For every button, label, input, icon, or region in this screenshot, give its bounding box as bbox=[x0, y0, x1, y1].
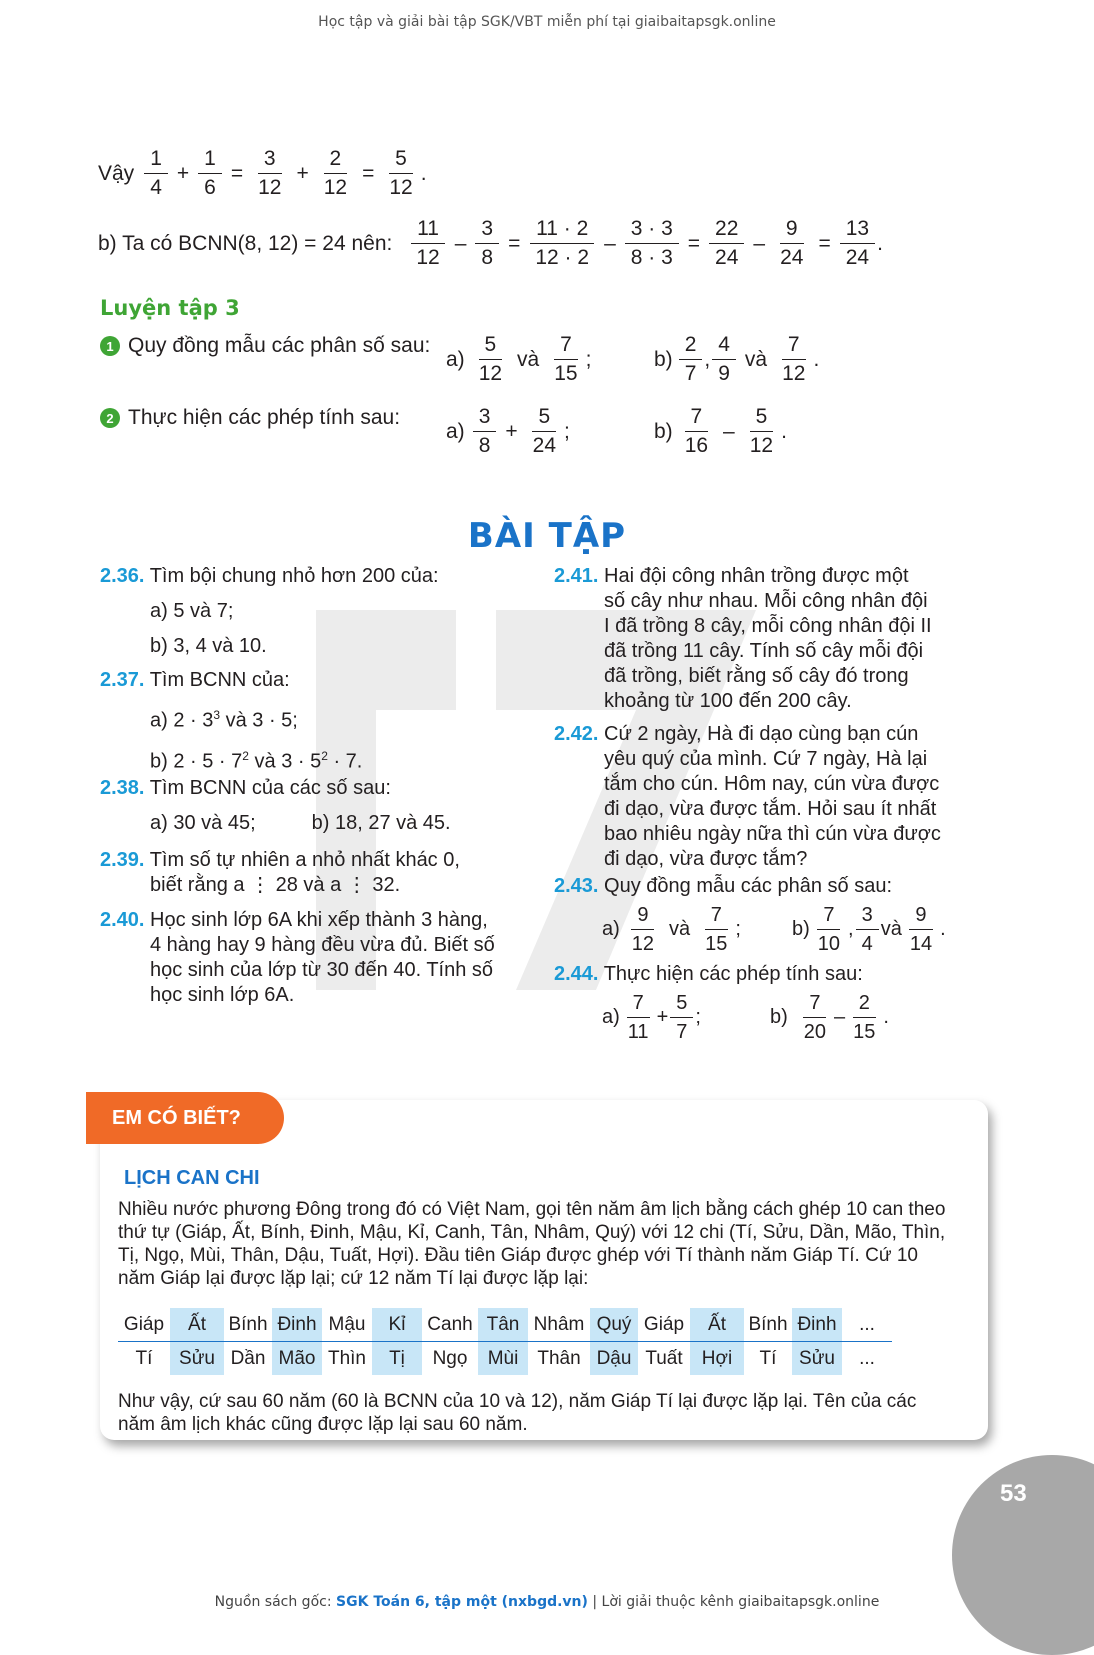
can-cell: ... bbox=[842, 1308, 892, 1342]
can-cell: Mậu bbox=[322, 1308, 372, 1342]
can-cell: Nhâm bbox=[528, 1308, 590, 1342]
can-cell: Bính bbox=[744, 1308, 792, 1342]
chi-cell: Tí bbox=[759, 1347, 777, 1369]
practice-item-1: 1 Quy đồng mẫu các phân số sau: bbox=[100, 334, 430, 358]
exercise-2-40: 2.40. Học sinh lớp 6A khi xếp thành 3 hàng, 4 hàng hay 9 hàng đều vừa đủ. Biết số học sinh của lớp từ 30 đến 40. Tính số học sinh lớp 6A. bbox=[100, 909, 495, 1006]
info-box-heading: LỊCH CAN CHI bbox=[124, 1167, 260, 1189]
fraction: $\frac{7}{12}$ bbox=[782, 333, 806, 385]
fraction: $\frac{2}{12}$ bbox=[323, 147, 348, 199]
fraction: $\frac{11}{12}$ bbox=[410, 218, 445, 269]
fraction: $\frac{2}{15}$ bbox=[853, 992, 876, 1043]
exercise-2-41: 2.41. Hai đội công nhân trồng được một số cây như nhau. Mỗi công nhân đội I đã trồng 8 cây, mỗi công nhân đội II đã trồng 11 cây. Tính số cây mỗi đội đã trồng, biết rằng số cây đó trong khoảng từ 100 đến 200 cây. bbox=[554, 565, 932, 712]
fraction: $\frac{5}{12}$ bbox=[478, 333, 503, 385]
can-cell: Quý bbox=[590, 1308, 638, 1342]
bullet-2-icon: 2 bbox=[100, 408, 120, 428]
can-chi-table bbox=[118, 1308, 892, 1375]
fraction: $\frac{22}{24}$ bbox=[709, 218, 744, 269]
source-book-link[interactable]: SGK Toán 6, tập một (nxbgd.vn) bbox=[336, 1594, 588, 1610]
practice-item-2-b: b) $\frac{7}{16}$ – $\frac{5}{12}$ . bbox=[654, 405, 787, 457]
fraction: $\frac{7}{15}$ bbox=[705, 904, 728, 955]
page-header: Học tập và giải bài tập SGK/VBT miễn phí tại giaibaitapsgk.online bbox=[318, 14, 776, 30]
practice-item-1-b: b) $\frac{2}{7}$ , $\frac{4}{9}$ và $\frac{7}{12}$ . bbox=[654, 333, 820, 385]
exercise-2-38: 2.38. Tìm BCNN của các số sau: a) 30 và 45; b) 18, 27 và 45. bbox=[100, 777, 451, 834]
can-cell: Đinh bbox=[792, 1308, 842, 1342]
fraction: $\frac{3}{4}$ bbox=[856, 904, 879, 955]
page-number: 53 bbox=[1000, 1480, 1027, 1507]
exercises-title: BÀI TẬP bbox=[467, 516, 627, 556]
can-cell: Ất bbox=[170, 1308, 224, 1342]
chi-cell: Sửu bbox=[170, 1342, 224, 1376]
fraction: $\frac{9}{14}$ bbox=[909, 904, 933, 955]
can-cell: Giáp bbox=[118, 1308, 170, 1342]
fraction: $\frac{5}{12}$ bbox=[749, 405, 774, 457]
fraction: $\frac{2}{7}$ bbox=[679, 334, 703, 385]
practice-item-1-a: a) $\frac{5}{12}$ và $\frac{7}{15}$ ; bbox=[446, 333, 592, 385]
page-footer: Nguồn sách gốc: SGK Toán 6, tập một (nxbgd.vn) | Lời giải thuộc kênh giaibaitapsgk.online bbox=[214, 1594, 880, 1610]
exercise-2-44: 2.44. Thực hiện các phép tính sau: bbox=[554, 963, 863, 985]
fraction: $\frac{13}{24}$ bbox=[840, 218, 875, 269]
practice-item-2-a: a) $\frac{3}{8}$ + $\frac{5}{24}$ ; bbox=[446, 405, 570, 457]
exercise-2-44-b: b) $\frac{7}{20}$ – $\frac{2}{15}$ . bbox=[770, 992, 889, 1043]
label-bcnn: b) Ta có BCNN(8, 12) = 24 nên: bbox=[98, 231, 393, 255]
chi-cell: Tí bbox=[135, 1347, 153, 1369]
chi-cell: ... bbox=[859, 1347, 875, 1369]
fraction: $\frac{1}{6}$ bbox=[198, 148, 222, 199]
fraction: $\frac{7}{11}$ bbox=[627, 992, 649, 1043]
chi-cell: Dần bbox=[230, 1347, 266, 1369]
can-cell: Ất bbox=[690, 1308, 744, 1342]
chi-cell: Sửu bbox=[792, 1342, 842, 1376]
fraction: $\frac{5}{12}$ bbox=[389, 147, 413, 199]
fraction: $\frac{7}{16}$ bbox=[684, 405, 709, 457]
difference-line: b) Ta có BCNN(8, 12) = 24 nên: $\frac{11}{12}$ – $\frac{3}{8}$ = $\frac{11 \cdot 2}{12 \cdot 2}$ – $\frac{3 \cdot 3}{8 \cdot 3}$ = $\frac{22}{24}$ – $\frac{9}{24}$ = $\frac{13}{24}$ . bbox=[98, 217, 883, 269]
chi-cell: Hợi bbox=[690, 1342, 744, 1376]
info-box-tab: EM CÓ BIẾT? bbox=[86, 1092, 284, 1144]
chi-cell: Thân bbox=[537, 1347, 581, 1369]
can-cell: Giáp bbox=[638, 1308, 690, 1342]
chi-cell: Tị bbox=[372, 1342, 422, 1376]
practice-title: Luyện tập 3 bbox=[100, 296, 240, 320]
exercise-2-39: 2.39. Tìm số tự nhiên a nhỏ nhất khác 0, biết rằng a ⋮ 28 và a ⋮ 32. bbox=[100, 849, 460, 896]
fraction: $\frac{5}{24}$ bbox=[532, 405, 556, 457]
exercise-2-36: 2.36. Tìm bội chung nhỏ hơn 200 của: a) 5 và 7; b) 3, 4 và 10. bbox=[100, 565, 439, 657]
exercise-2-44-a: a) $\frac{7}{11}$ + $\frac{5}{7}$ ; bbox=[602, 992, 701, 1043]
fraction: $\frac{11 \cdot 2}{12 \cdot 2}$ bbox=[529, 218, 595, 269]
fraction: $\frac{3 \cdot 3}{8 \cdot 3}$ bbox=[625, 218, 679, 269]
fraction: $\frac{3}{12}$ bbox=[258, 147, 282, 199]
can-cell: Canh bbox=[422, 1308, 478, 1342]
label-vay: Vậy bbox=[98, 161, 135, 185]
exercise-2-43-b: b) $\frac{7}{10}$ , $\frac{3}{4}$ và $\frac{9}{14}$ . bbox=[792, 904, 946, 955]
chi-cell: Mão bbox=[272, 1342, 322, 1376]
exercise-2-42: 2.42. Cứ 2 ngày, Hà đi dạo cùng bạn cún yêu quý của mình. Cứ 7 ngày, Hà lại tắm cho cún. Hôm nay, cún vừa được đi dạo, vừa được tắm. Hỏi sau ít nhất bao nhiêu ngày nữa thì cún vừa được đi dạo, vừa được tắm? bbox=[554, 723, 941, 870]
fraction: $\frac{4}{9}$ bbox=[712, 334, 736, 385]
can-cell: Đinh bbox=[272, 1308, 322, 1342]
chi-cell: Tuất bbox=[645, 1347, 683, 1369]
fraction: $\frac{1}{4}$ bbox=[144, 148, 168, 199]
fraction: $\frac{3}{8}$ bbox=[473, 406, 497, 457]
exercise-2-37: 2.37. Tìm BCNN của: a) $2 \cdot 3^3$ và 3 · 5; b) $2 \cdot 5 \cdot 7^2$ và $3 \cdot 5^2 \cdot 7$. bbox=[100, 669, 363, 773]
fraction: $\frac{7}{15}$ bbox=[554, 333, 578, 385]
can-cell: Bính bbox=[224, 1308, 272, 1342]
info-paragraph-2: Như vậy, cứ sau 60 năm (60 là BCNN của 10 và 12), năm Giáp Tí lại được lặp lại. Tên của các năm âm lịch khác cũng được lặp lại sau 60 năm. bbox=[118, 1391, 917, 1435]
fraction: $\frac{7}{20}$ bbox=[803, 992, 827, 1043]
chi-cell: Mùi bbox=[478, 1342, 528, 1376]
fraction: $\frac{9}{24}$ bbox=[780, 217, 804, 269]
chi-cell: Dậu bbox=[590, 1342, 638, 1376]
can-cell: Kỉ bbox=[372, 1308, 422, 1342]
chi-cell: Ngọ bbox=[432, 1347, 468, 1369]
bullet-1-icon: 1 bbox=[100, 336, 120, 356]
fraction: $\frac{3}{8}$ bbox=[475, 218, 499, 269]
can-cell: Tân bbox=[478, 1308, 528, 1342]
practice-item-2: 2 Thực hiện các phép tính sau: bbox=[100, 406, 400, 430]
exercise-2-43: 2.43. Quy đồng mẫu các phân số sau: bbox=[554, 875, 893, 897]
info-paragraph-1: Nhiều nước phương Đông trong đó có Việt Nam, gọi tên năm âm lịch bằng cách ghép 10 can theo thứ tự (Giáp, Ất, Bính, Đinh, Mậu, Kỉ, Canh, Tân, Nhâm, Quý) với 12 chi (Tí, Sửu, Dần, Mão, Thìn, Tị, Ngọ, Mùi, Thân, Dậu, Tuất, Hợi). Đầu tiên Giáp được ghép với Tí thành năm Giáp Tí. Cứ 10 năm Giáp lại được lặp lại; cứ 12 năm Tí lại được lặp lại: bbox=[118, 1199, 946, 1289]
exercise-2-43-a: a) $\frac{9}{12}$ và $\frac{7}{15}$ ; bbox=[602, 904, 741, 955]
fraction: $\frac{5}{7}$ bbox=[670, 992, 693, 1043]
fraction: $\frac{7}{10}$ bbox=[817, 904, 841, 955]
sum-result-line: Vậy $\frac{1}{4}$ + $\frac{1}{6}$ = $\frac{3}{12}$ + $\frac{2}{12}$ = $\frac{5}{12}$ . bbox=[98, 147, 427, 199]
fraction: $\frac{9}{12}$ bbox=[631, 904, 655, 955]
chi-cell: Thìn bbox=[327, 1347, 367, 1369]
